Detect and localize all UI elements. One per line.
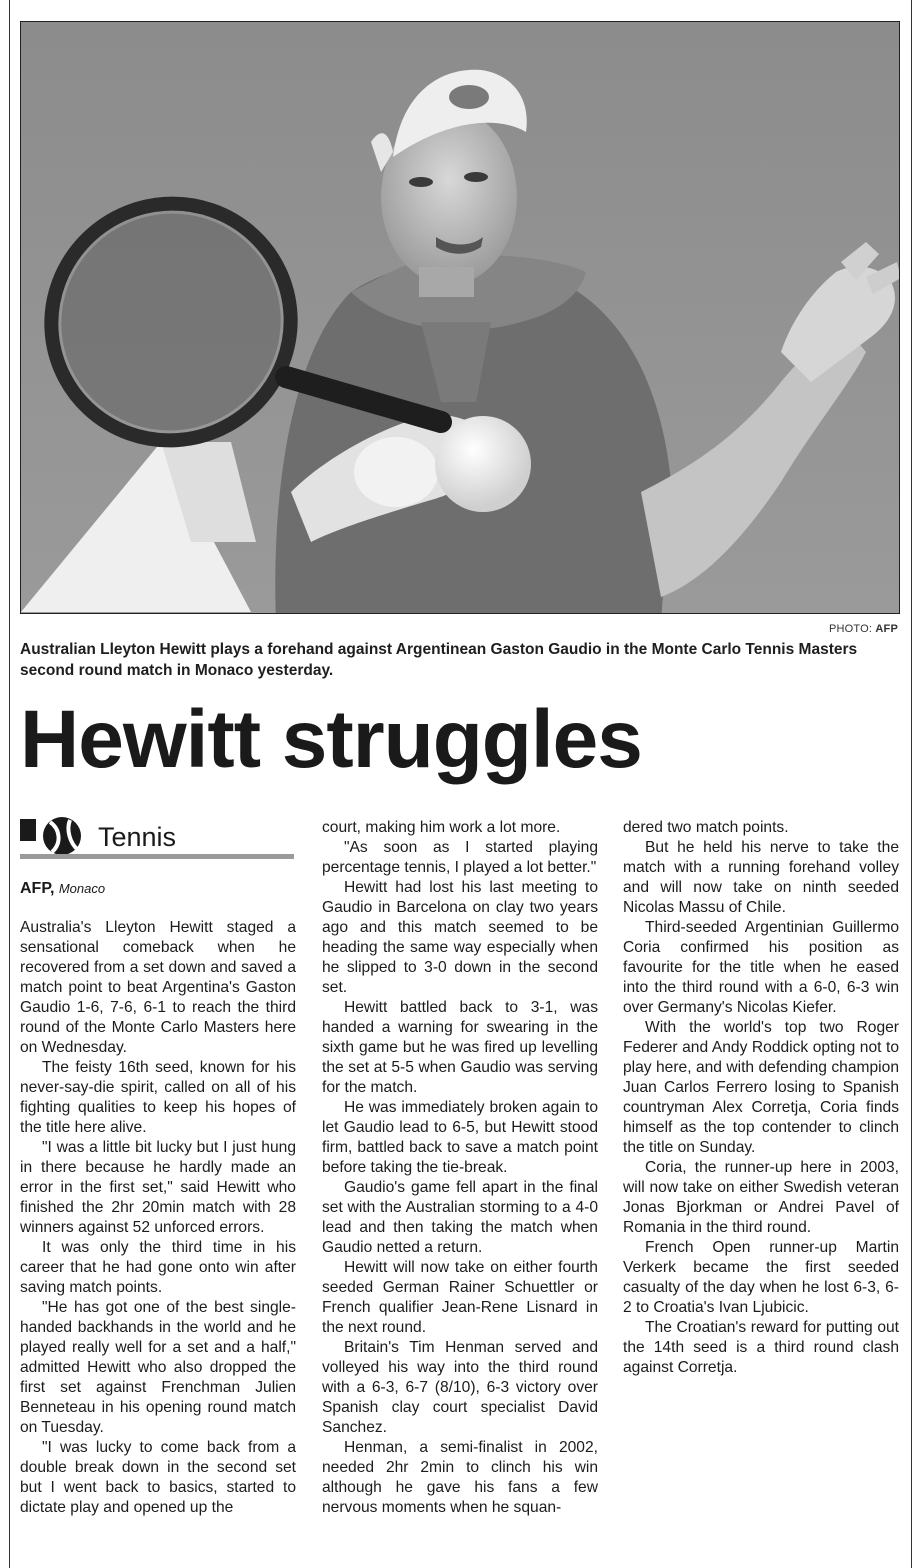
section-underline xyxy=(20,854,294,859)
paragraph: "I was a little bit lucky but I just hung in there because he hardly made an error in the first set," said Hewitt who finished the 2hr 20min match with 28 winners against 52 unforced errors. xyxy=(20,1139,296,1236)
paragraph: French Open runner-up Martin Verkerk became the first seeded casualty of the day when he lost 6-3, 6-2 to Croatia's Ivan Ljubicic. xyxy=(623,1239,899,1316)
photo-credit-source: AFP xyxy=(875,623,898,635)
article-column-3 xyxy=(623,818,899,1378)
paragraph: dered two match points. xyxy=(623,819,789,836)
paragraph: Henman, a semi-finalist in 2002, needed 2hr 2min to clinch his win although he gave his fans a few nervous moments when he squan- xyxy=(322,1439,598,1516)
paragraph: "I was lucky to come back from a double break down in the second set but I went back to basics, started to dictate play and opened up the xyxy=(20,1439,296,1516)
paragraph: Gaudio's game fell apart in the final set with the Australian storming to a 4-0 lead and then taking the match when Gaudio netted a return. xyxy=(322,1179,598,1256)
photo-caption: Australian Lleyton Hewitt plays a forehand against Argentinean Gaston Gaudio in the Monte Carlo Tennis Masters second round match in Monaco yesterday. xyxy=(20,641,858,679)
section-header xyxy=(20,815,296,860)
article-column-1 xyxy=(20,918,296,1518)
paragraph: But he held his nerve to take the match with a running forehand volley and will now take on ninth seeded Nicolas Massu of Chile. xyxy=(623,839,899,916)
paragraph: He was immediately broken again to let Gaudio lead to 6-5, but Hewitt stood firm, battled back to save a match point before taking the tie-break. xyxy=(322,1099,598,1176)
article-column-2 xyxy=(322,818,598,1518)
paragraph: court, making him work a lot more. xyxy=(322,819,561,836)
paragraph: Hewitt had lost his last meeting to Gaudio in Barcelona on clay two years ago and this match seemed to be heading the same way especially when he slipped to 3-0 down in the second set. xyxy=(322,879,598,996)
tennis-player-illustration xyxy=(21,22,899,613)
paragraph: "He has got one of the best single-handed backhands in the world and he played really well for a set and a half," admitted Hewitt who also dropped the first set against Frenchman Julien Benneteau in his opening round match on Tuesday. xyxy=(20,1299,296,1436)
paragraph: Third-seeded Argentinian Guillermo Coria confirmed his position as favourite for the title when he eased into the third round with a 6-0, 6-3 win over Germany's Nicolas Kiefer. xyxy=(623,919,899,1016)
left-column-rule xyxy=(9,0,10,1568)
paragraph: The Croatian's reward for putting out the 14th seed is a third round clash against Corretja. xyxy=(623,1319,899,1376)
paragraph: Coria, the runner-up here in 2003, will now take on either Swedish veteran Jonas Bjorkman or Andrei Pavel of Romania in the third round. xyxy=(623,1159,899,1236)
right-column-rule xyxy=(911,0,912,1568)
paragraph: Australia's Lleyton Hewitt staged a sensational comeback when he recovered from a set down and saved a match point to beat Argentina's Gaston Gaudio 1-6, 7-6, 6-1 to reach the third round of the Monte Carlo Masters here on Wednesday. xyxy=(20,919,296,1056)
dateline xyxy=(20,880,105,898)
paragraph: Hewitt battled back to 3-1, was handed a warning for swearing in the sixth game but he was fired up levelling the set at 5-5 when Gaudio was serving for the match. xyxy=(322,999,598,1096)
photo-credit xyxy=(829,623,898,635)
paragraph: The feisty 16th seed, known for his never-say-die spirit, called on all of his fighting qualities to keep his hopes of the title here alive. xyxy=(20,1059,296,1136)
paragraph: Hewitt will now take on either fourth seeded German Rainer Schuettler or French qualifier Jean-Rene Lisnard in the next round. xyxy=(322,1259,598,1336)
paragraph: With the world's top two Roger Federer and Andy Roddick opting not to play here, and with defending champion Juan Carlos Ferrero losing to Spanish countryman Alex Corretja, Coria finds himself as the top contender to clinch the title on Sunday. xyxy=(623,1019,899,1156)
tennis-ball-icon xyxy=(20,815,92,857)
paragraph: Britain's Tim Henman served and volleyed his way into the third round with a 6-3, 6-7 (8/10), 6-3 victory over Spanish clay court specialist David Sanchez. xyxy=(322,1339,598,1436)
section-label: Tennis xyxy=(98,822,177,852)
dateline-agency: AFP, xyxy=(20,880,55,897)
news-photo xyxy=(20,21,900,614)
headline: Hewitt struggles xyxy=(20,694,642,785)
paragraph: It was only the third time in his career that he had gone onto win after saving match points. xyxy=(20,1239,296,1296)
photo-credit-prefix: PHOTO: xyxy=(828,623,876,635)
paragraph: "As soon as I started playing percentage tennis, I played a lot better." xyxy=(322,839,598,876)
dateline-place: Monaco xyxy=(58,881,106,896)
